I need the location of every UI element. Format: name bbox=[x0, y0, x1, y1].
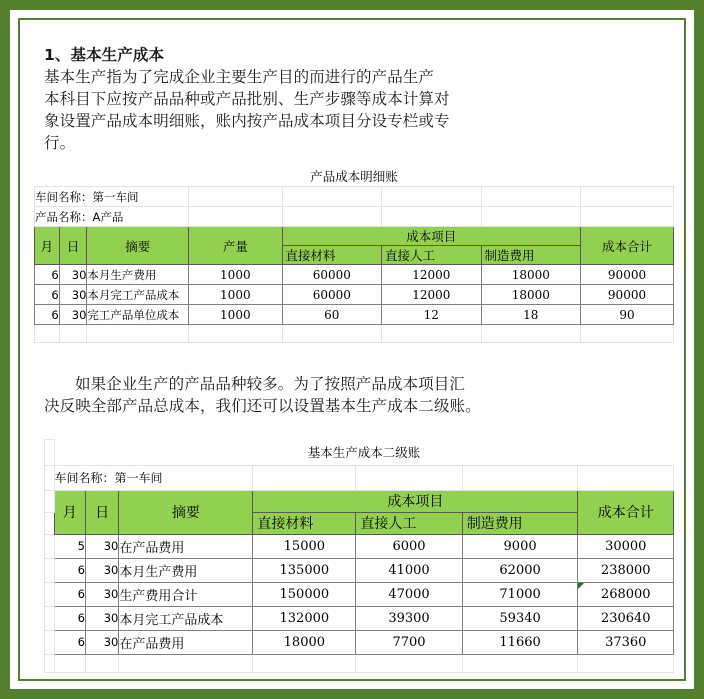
cell-direct-labor: 12000 bbox=[382, 285, 482, 305]
cell-total: 230640 bbox=[578, 606, 674, 630]
table-2-title: 基本生产成本二级账 bbox=[307, 445, 421, 460]
grid-cell bbox=[45, 582, 55, 606]
cell-summary: 本月生产费用 bbox=[119, 558, 253, 582]
cell-output: 1000 bbox=[189, 265, 282, 285]
table-2-col-total: 成本合计 bbox=[578, 490, 674, 534]
spreadsheet-basic-production-secondary-ledger bbox=[44, 439, 674, 673]
cell-summary: 在产品费用 bbox=[119, 534, 253, 558]
cell-summary: 本月完工产品成本 bbox=[119, 606, 253, 630]
table-1-title-row bbox=[35, 166, 674, 187]
grid-cell bbox=[85, 654, 118, 672]
meta-blank-cell bbox=[481, 187, 581, 207]
table-row bbox=[45, 606, 674, 630]
cell-day: 30 bbox=[85, 606, 118, 630]
table-row bbox=[35, 285, 674, 305]
cell-month: 5 bbox=[54, 534, 85, 558]
cell-total: 90000 bbox=[581, 265, 674, 285]
meta-blank-cell bbox=[382, 207, 482, 227]
grid-cell bbox=[119, 654, 253, 672]
cell-output: 1000 bbox=[189, 285, 282, 305]
cell-direct-material: 60000 bbox=[282, 265, 382, 285]
table-2-meta-row-1 bbox=[45, 465, 674, 490]
grid-cell bbox=[35, 325, 60, 343]
paragraph-1-heading: 1、基本生产成本 bbox=[44, 46, 165, 64]
meta-blank-cell bbox=[382, 187, 482, 207]
cell-total: 30000 bbox=[578, 534, 674, 558]
cell-direct-material: 135000 bbox=[253, 558, 356, 582]
cell-day: 30 bbox=[85, 630, 118, 654]
table-row bbox=[45, 630, 674, 654]
paragraph-1-line-3: 本科目下应按产品品种或产品批别、生产步骤等成本计算对 bbox=[44, 90, 450, 108]
grid-cell bbox=[578, 654, 674, 672]
document-content bbox=[20, 20, 684, 679]
table-1-meta-product: 产品名称：A产品 bbox=[35, 207, 189, 227]
table-2-title-row bbox=[45, 440, 674, 466]
cell-total: 90 bbox=[581, 305, 674, 325]
meta-blank-cell bbox=[581, 207, 674, 227]
grid-cell bbox=[45, 465, 55, 490]
table-product-cost-ledger bbox=[34, 166, 674, 343]
table-1-col-output: 产量 bbox=[189, 227, 282, 265]
paragraph-1-line-5: 行。 bbox=[44, 134, 76, 152]
table-1-col-manufacturing: 制造费用 bbox=[481, 246, 581, 265]
table-2-col-month: 月 bbox=[54, 490, 85, 534]
grid-cell bbox=[45, 490, 55, 512]
cell-total: 90000 bbox=[581, 285, 674, 305]
table-row bbox=[45, 534, 674, 558]
grid-cell bbox=[45, 630, 55, 654]
cell-summary: 本月生产费用 bbox=[87, 265, 189, 285]
cell-summary: 完工产品单位成本 bbox=[87, 305, 189, 325]
cell-direct-material: 60 bbox=[282, 305, 382, 325]
table-1-meta-workshop: 车间名称：第一车间 bbox=[35, 187, 189, 207]
paragraph-1-line-2: 基本生产指为了完成企业主要生产目的而进行的产品生产 bbox=[44, 68, 435, 86]
cell-summary: 在产品费用 bbox=[119, 630, 253, 654]
cell-direct-material: 15000 bbox=[253, 534, 356, 558]
meta-blank-cell bbox=[189, 207, 282, 227]
cell-manufacturing: 59340 bbox=[462, 606, 578, 630]
cell-direct-labor: 6000 bbox=[356, 534, 462, 558]
cell-month: 6 bbox=[35, 305, 60, 325]
cell-day: 30 bbox=[59, 305, 87, 325]
cell-direct-material: 150000 bbox=[253, 582, 356, 606]
table-row bbox=[45, 558, 674, 582]
cell-total: 37360 bbox=[578, 630, 674, 654]
cell-total-with-comment-marker: 268000 bbox=[578, 582, 674, 606]
table-row bbox=[35, 305, 674, 325]
meta-blank-cell bbox=[578, 465, 674, 490]
cell-manufacturing: 18000 bbox=[481, 265, 581, 285]
cell-day: 30 bbox=[85, 558, 118, 582]
frame-white-gap bbox=[10, 10, 694, 689]
cell-day: 30 bbox=[59, 285, 87, 305]
paragraph-2-line-2: 决反映全部产品总成本，我们还可以设置基本生产成本二级账。 bbox=[44, 397, 481, 415]
cell-direct-labor: 12 bbox=[382, 305, 482, 325]
table-2-col-cost-group: 成本项目 bbox=[253, 490, 578, 512]
grid-cell bbox=[45, 534, 55, 558]
table-1-header-row-1 bbox=[35, 227, 674, 246]
cell-month: 6 bbox=[54, 606, 85, 630]
table-basic-production-secondary-ledger bbox=[44, 439, 674, 673]
meta-blank-cell bbox=[282, 207, 382, 227]
cell-day: 30 bbox=[85, 534, 118, 558]
grid-cell bbox=[45, 654, 55, 672]
grid-cell bbox=[45, 440, 55, 466]
paragraph-1-line-4: 象设置产品成本明细账，账内按产品成本项目分设专栏或专 bbox=[44, 112, 450, 130]
table-row bbox=[35, 265, 674, 285]
table-1-col-direct-material: 直接材料 bbox=[282, 246, 382, 265]
frame-inner-border bbox=[18, 18, 686, 681]
cell-output: 1000 bbox=[189, 305, 282, 325]
spreadsheet-product-cost-ledger bbox=[34, 166, 674, 343]
cell-direct-labor: 12000 bbox=[382, 265, 482, 285]
grid-cell bbox=[45, 558, 55, 582]
cell-month: 6 bbox=[35, 285, 60, 305]
table-1-meta-row-1 bbox=[35, 187, 674, 207]
grid-cell bbox=[253, 654, 356, 672]
table-1-trailing-grid-row bbox=[35, 325, 674, 343]
table-2-col-direct-material: 直接材料 bbox=[253, 512, 356, 534]
cell-summary: 本月完工产品成本 bbox=[87, 285, 189, 305]
cell-direct-material: 132000 bbox=[253, 606, 356, 630]
meta-blank-cell bbox=[481, 207, 581, 227]
cell-month: 6 bbox=[54, 558, 85, 582]
cell-manufacturing: 11660 bbox=[462, 630, 578, 654]
table-2-meta-workshop: 车间名称：第一车间 bbox=[54, 465, 253, 490]
table-1-meta-row-2 bbox=[35, 207, 674, 227]
cell-direct-material: 60000 bbox=[282, 285, 382, 305]
cell-total: 238000 bbox=[578, 558, 674, 582]
paragraph-2-line-1-text: 如果企业生产的产品品种较多。为了按照产品成本项目汇 bbox=[75, 375, 466, 393]
grid-cell bbox=[356, 654, 462, 672]
cell-manufacturing: 18000 bbox=[481, 285, 581, 305]
cell-manufacturing: 9000 bbox=[462, 534, 578, 558]
table-2-col-day: 日 bbox=[85, 490, 118, 534]
meta-blank-cell bbox=[189, 187, 282, 207]
cell-manufacturing: 71000 bbox=[462, 582, 578, 606]
table-1-title: 产品成本明细账 bbox=[310, 169, 398, 184]
paragraph-secondary-ledger bbox=[30, 373, 674, 417]
grid-cell bbox=[382, 325, 482, 343]
table-2-col-manufacturing: 制造费用 bbox=[462, 512, 578, 534]
meta-blank-cell bbox=[581, 187, 674, 207]
grid-cell bbox=[189, 325, 282, 343]
cell-month: 6 bbox=[54, 582, 85, 606]
cell-direct-material: 18000 bbox=[253, 630, 356, 654]
paragraph-basic-production-cost bbox=[30, 44, 674, 154]
grid-cell bbox=[45, 606, 55, 630]
meta-blank-cell bbox=[356, 465, 462, 490]
table-row bbox=[45, 582, 674, 606]
meta-blank-cell bbox=[253, 465, 356, 490]
paragraph-2-line-1 bbox=[44, 373, 674, 395]
table-1-col-summary: 摘要 bbox=[87, 227, 189, 265]
table-1-col-direct-labor: 直接人工 bbox=[382, 246, 482, 265]
grid-cell bbox=[581, 325, 674, 343]
table-1-col-day: 日 bbox=[59, 227, 87, 265]
table-2-trailing-grid-row bbox=[45, 654, 674, 672]
meta-blank-cell bbox=[462, 465, 578, 490]
table-1-col-total: 成本合计 bbox=[581, 227, 674, 265]
meta-blank-cell bbox=[282, 187, 382, 207]
grid-cell bbox=[59, 325, 87, 343]
grid-cell bbox=[54, 654, 85, 672]
grid-cell bbox=[45, 512, 55, 534]
grid-cell bbox=[481, 325, 581, 343]
table-2-header-row-1 bbox=[45, 490, 674, 512]
cell-month: 6 bbox=[35, 265, 60, 285]
cell-direct-labor: 47000 bbox=[356, 582, 462, 606]
cell-direct-labor: 39300 bbox=[356, 606, 462, 630]
cell-manufacturing: 62000 bbox=[462, 558, 578, 582]
cell-day: 30 bbox=[59, 265, 87, 285]
cell-direct-labor: 41000 bbox=[356, 558, 462, 582]
table-1-col-cost-group: 成本项目 bbox=[282, 227, 581, 246]
table-1-col-month: 月 bbox=[35, 227, 60, 265]
cell-month: 6 bbox=[54, 630, 85, 654]
grid-cell bbox=[282, 325, 382, 343]
cell-manufacturing: 18 bbox=[481, 305, 581, 325]
cell-summary: 生产费用合计 bbox=[119, 582, 253, 606]
table-2-col-summary: 摘要 bbox=[119, 490, 253, 534]
table-2-col-direct-labor: 直接人工 bbox=[356, 512, 462, 534]
grid-cell bbox=[87, 325, 189, 343]
grid-cell bbox=[462, 654, 578, 672]
cell-direct-labor: 7700 bbox=[356, 630, 462, 654]
cell-day: 30 bbox=[85, 582, 118, 606]
